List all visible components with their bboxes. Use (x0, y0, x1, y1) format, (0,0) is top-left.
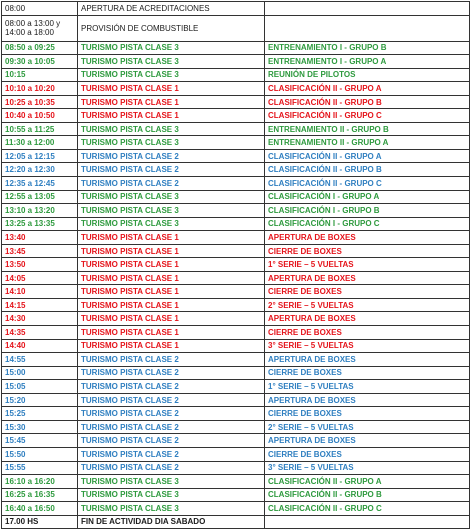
schedule-row (2, 82, 470, 96)
schedule-time-cell: 12:05 a 12:15 (2, 149, 78, 163)
schedule-category-cell: TURISMO PISTA CLASE 1 (78, 109, 265, 123)
schedule-time-cell: 16:25 a 16:35 (2, 488, 78, 502)
schedule-time-cell: 15:55 (2, 461, 78, 475)
schedule-category-cell: TURISMO PISTA CLASE 1 (78, 271, 265, 285)
schedule-activity-cell: CLASIFICACIÓN I - GRUPO A (265, 190, 470, 204)
schedule-sheet (1, 1, 470, 529)
schedule-time-cell: 11:30 a 12:00 (2, 136, 78, 150)
schedule-row (2, 420, 470, 434)
schedule-row (2, 109, 470, 123)
schedule-category-cell: TURISMO PISTA CLASE 3 (78, 190, 265, 204)
schedule-row (2, 177, 470, 191)
schedule-activity-cell: CLASIFICACIÓN II - GRUPO A (265, 82, 470, 96)
schedule-activity-cell: CIERRE DE BOXES (265, 447, 470, 461)
schedule-time-cell: 13:25 a 13:35 (2, 217, 78, 231)
schedule-activity-cell: CIERRE DE BOXES (265, 407, 470, 421)
schedule-activity-cell: 1° SERIE – 5 VUELTAS (265, 258, 470, 272)
schedule-activity-cell: CLASIFICACIÓN II - GRUPO B (265, 488, 470, 502)
schedule-category-cell: TURISMO PISTA CLASE 2 (78, 461, 265, 475)
schedule-category-cell: TURISMO PISTA CLASE 1 (78, 339, 265, 353)
schedule-category-cell: TURISMO PISTA CLASE 3 (78, 502, 265, 516)
schedule-activity-cell: CIERRE DE BOXES (265, 244, 470, 258)
schedule-activity-cell: CLASIFICACIÓN II - GRUPO A (265, 475, 470, 489)
schedule-row (2, 434, 470, 448)
schedule-row (2, 204, 470, 218)
schedule-activity-cell: CLASIFICACIÓN II - GRUPO B (265, 95, 470, 109)
schedule-category-cell: TURISMO PISTA CLASE 3 (78, 488, 265, 502)
schedule-time-cell: 14:35 (2, 326, 78, 340)
schedule-category-cell: TURISMO PISTA CLASE 2 (78, 177, 265, 191)
schedule-time-cell: 15:00 (2, 366, 78, 380)
schedule-category-cell: TURISMO PISTA CLASE 2 (78, 434, 265, 448)
schedule-activity-cell (265, 15, 470, 41)
schedule-activity-cell: CLASIFICACIÓN II - GRUPO A (265, 149, 470, 163)
schedule-activity-cell: 3° SERIE – 5 VUELTAS (265, 461, 470, 475)
schedule-category-cell: TURISMO PISTA CLASE 1 (78, 312, 265, 326)
schedule-row (2, 231, 470, 245)
schedule-row (2, 190, 470, 204)
schedule-row (2, 326, 470, 340)
schedule-activity-cell: 2° SERIE – 5 VUELTAS (265, 298, 470, 312)
schedule-row (2, 258, 470, 272)
schedule-category-cell: TURISMO PISTA CLASE 3 (78, 136, 265, 150)
schedule-activity-cell: CLASIFICACIÓN I - GRUPO B (265, 204, 470, 218)
schedule-time-cell: 13:10 a 13:20 (2, 204, 78, 218)
schedule-time-cell: 08:00 (2, 2, 78, 16)
schedule-category-cell: TURISMO PISTA CLASE 2 (78, 380, 265, 394)
schedule-category-cell: TURISMO PISTA CLASE 1 (78, 258, 265, 272)
schedule-category-cell: TURISMO PISTA CLASE 3 (78, 475, 265, 489)
schedule-row (2, 475, 470, 489)
schedule-time-cell: 17.00 HS (2, 515, 78, 529)
schedule-time-cell: 10:55 a 11:25 (2, 122, 78, 136)
schedule-time-cell: 08:00 a 13:00 y 14:00 a 18:00 (2, 15, 78, 41)
schedule-time-cell: 16:40 a 16:50 (2, 502, 78, 516)
schedule-category-cell: TURISMO PISTA CLASE 1 (78, 326, 265, 340)
schedule-row (2, 95, 470, 109)
schedule-category-cell: TURISMO PISTA CLASE 1 (78, 231, 265, 245)
schedule-time-cell: 10:10 a 10:20 (2, 82, 78, 96)
schedule-time-cell: 12:35 a 12:45 (2, 177, 78, 191)
schedule-row (2, 393, 470, 407)
schedule-activity-cell: CLASIFICACIÓN I - GRUPO C (265, 217, 470, 231)
schedule-activity-cell: CIERRE DE BOXES (265, 366, 470, 380)
schedule-category-cell: TURISMO PISTA CLASE 3 (78, 41, 265, 55)
schedule-activity-cell: ENTRENAMIENTO I - GRUPO B (265, 41, 470, 55)
schedule-row (2, 285, 470, 299)
schedule-time-cell: 13:45 (2, 244, 78, 258)
schedule-category-cell: TURISMO PISTA CLASE 1 (78, 244, 265, 258)
schedule-activity-cell: CIERRE DE BOXES (265, 326, 470, 340)
schedule-row (2, 447, 470, 461)
schedule-category-cell: TURISMO PISTA CLASE 2 (78, 447, 265, 461)
schedule-activity-cell: CLASIFICACIÓN II - GRUPO C (265, 177, 470, 191)
schedule-activity-cell: CIERRE DE BOXES (265, 285, 470, 299)
schedule-time-cell: 15:50 (2, 447, 78, 461)
schedule-activity-cell: REUNIÓN DE PILOTOS (265, 68, 470, 82)
schedule-category-cell: TURISMO PISTA CLASE 3 (78, 217, 265, 231)
schedule-time-cell: 14:40 (2, 339, 78, 353)
schedule-table-body (2, 2, 470, 529)
schedule-row (2, 68, 470, 82)
schedule-row (2, 244, 470, 258)
schedule-category-cell: FIN DE ACTIVIDAD DIA SABADO (78, 515, 265, 529)
schedule-activity-cell (265, 2, 470, 16)
schedule-row (2, 461, 470, 475)
schedule-activity-cell: APERTURA DE BOXES (265, 393, 470, 407)
schedule-row (2, 149, 470, 163)
schedule-time-cell: 10:25 a 10:35 (2, 95, 78, 109)
schedule-category-cell: TURISMO PISTA CLASE 2 (78, 163, 265, 177)
schedule-row (2, 380, 470, 394)
schedule-activity-cell: APERTURA DE BOXES (265, 434, 470, 448)
schedule-time-cell: 15:25 (2, 407, 78, 421)
schedule-time-cell: 14:55 (2, 353, 78, 367)
schedule-row (2, 488, 470, 502)
schedule-activity-cell: ENTRENAMIENTO I - GRUPO A (265, 55, 470, 69)
schedule-row (2, 366, 470, 380)
schedule-row (2, 217, 470, 231)
schedule-row (2, 271, 470, 285)
schedule-time-cell: 13:40 (2, 231, 78, 245)
schedule-activity-cell: CLASIFICACIÓN II - GRUPO C (265, 502, 470, 516)
schedule-time-cell: 16:10 a 16:20 (2, 475, 78, 489)
schedule-time-cell: 15:20 (2, 393, 78, 407)
schedule-activity-cell: 3° SERIE – 5 VUELTAS (265, 339, 470, 353)
schedule-activity-cell: APERTURA DE BOXES (265, 353, 470, 367)
schedule-category-cell: TURISMO PISTA CLASE 1 (78, 95, 265, 109)
schedule-category-cell: TURISMO PISTA CLASE 2 (78, 149, 265, 163)
schedule-row (2, 515, 470, 529)
schedule-time-cell: 15:45 (2, 434, 78, 448)
schedule-time-cell: 10:15 (2, 68, 78, 82)
schedule-category-cell: TURISMO PISTA CLASE 2 (78, 420, 265, 434)
schedule-time-cell: 08:50 a 09:25 (2, 41, 78, 55)
schedule-row (2, 122, 470, 136)
schedule-category-cell: TURISMO PISTA CLASE 2 (78, 353, 265, 367)
schedule-activity-cell: APERTURA DE BOXES (265, 312, 470, 326)
schedule-activity-cell: 1° SERIE – 5 VUELTAS (265, 380, 470, 394)
schedule-time-cell: 13:50 (2, 258, 78, 272)
schedule-activity-cell: APERTURA DE BOXES (265, 271, 470, 285)
schedule-time-cell: 10:40 a 10:50 (2, 109, 78, 123)
schedule-category-cell: TURISMO PISTA CLASE 2 (78, 366, 265, 380)
schedule-activity-cell: 2° SERIE – 5 VUELTAS (265, 420, 470, 434)
schedule-time-cell: 12:55 a 13:05 (2, 190, 78, 204)
schedule-activity-cell: APERTURA DE BOXES (265, 231, 470, 245)
schedule-row (2, 502, 470, 516)
schedule-activity-cell: CLASIFICACIÓN II - GRUPO B (265, 163, 470, 177)
schedule-activity-cell: ENTRENAMIENTO II - GRUPO A (265, 136, 470, 150)
schedule-time-cell: 12:20 a 12:30 (2, 163, 78, 177)
schedule-category-cell: TURISMO PISTA CLASE 1 (78, 82, 265, 96)
schedule-row (2, 41, 470, 55)
schedule-row (2, 163, 470, 177)
schedule-table (1, 1, 470, 529)
schedule-row (2, 2, 470, 16)
schedule-category-cell: TURISMO PISTA CLASE 2 (78, 407, 265, 421)
schedule-activity-cell: CLASIFICACIÓN II - GRUPO C (265, 109, 470, 123)
schedule-category-cell: PROVISIÓN DE COMBUSTIBLE (78, 15, 265, 41)
schedule-activity-cell (265, 515, 470, 529)
schedule-category-cell: TURISMO PISTA CLASE 2 (78, 393, 265, 407)
schedule-category-cell: TURISMO PISTA CLASE 3 (78, 204, 265, 218)
schedule-time-cell: 14:10 (2, 285, 78, 299)
schedule-category-cell: TURISMO PISTA CLASE 3 (78, 68, 265, 82)
schedule-row (2, 55, 470, 69)
schedule-category-cell: TURISMO PISTA CLASE 3 (78, 55, 265, 69)
schedule-time-cell: 14:05 (2, 271, 78, 285)
schedule-time-cell: 15:05 (2, 380, 78, 394)
schedule-category-cell: APERTURA DE ACREDITACIONES (78, 2, 265, 16)
schedule-row (2, 353, 470, 367)
schedule-row (2, 15, 470, 41)
schedule-time-cell: 15:30 (2, 420, 78, 434)
schedule-time-cell: 09:30 a 10:05 (2, 55, 78, 69)
schedule-time-cell: 14:30 (2, 312, 78, 326)
schedule-category-cell: TURISMO PISTA CLASE 3 (78, 122, 265, 136)
schedule-row (2, 339, 470, 353)
schedule-row (2, 312, 470, 326)
schedule-row (2, 298, 470, 312)
schedule-row (2, 136, 470, 150)
schedule-row (2, 407, 470, 421)
schedule-category-cell: TURISMO PISTA CLASE 1 (78, 298, 265, 312)
schedule-category-cell: TURISMO PISTA CLASE 1 (78, 285, 265, 299)
schedule-activity-cell: ENTRENAMIENTO II - GRUPO B (265, 122, 470, 136)
schedule-time-cell: 14:15 (2, 298, 78, 312)
